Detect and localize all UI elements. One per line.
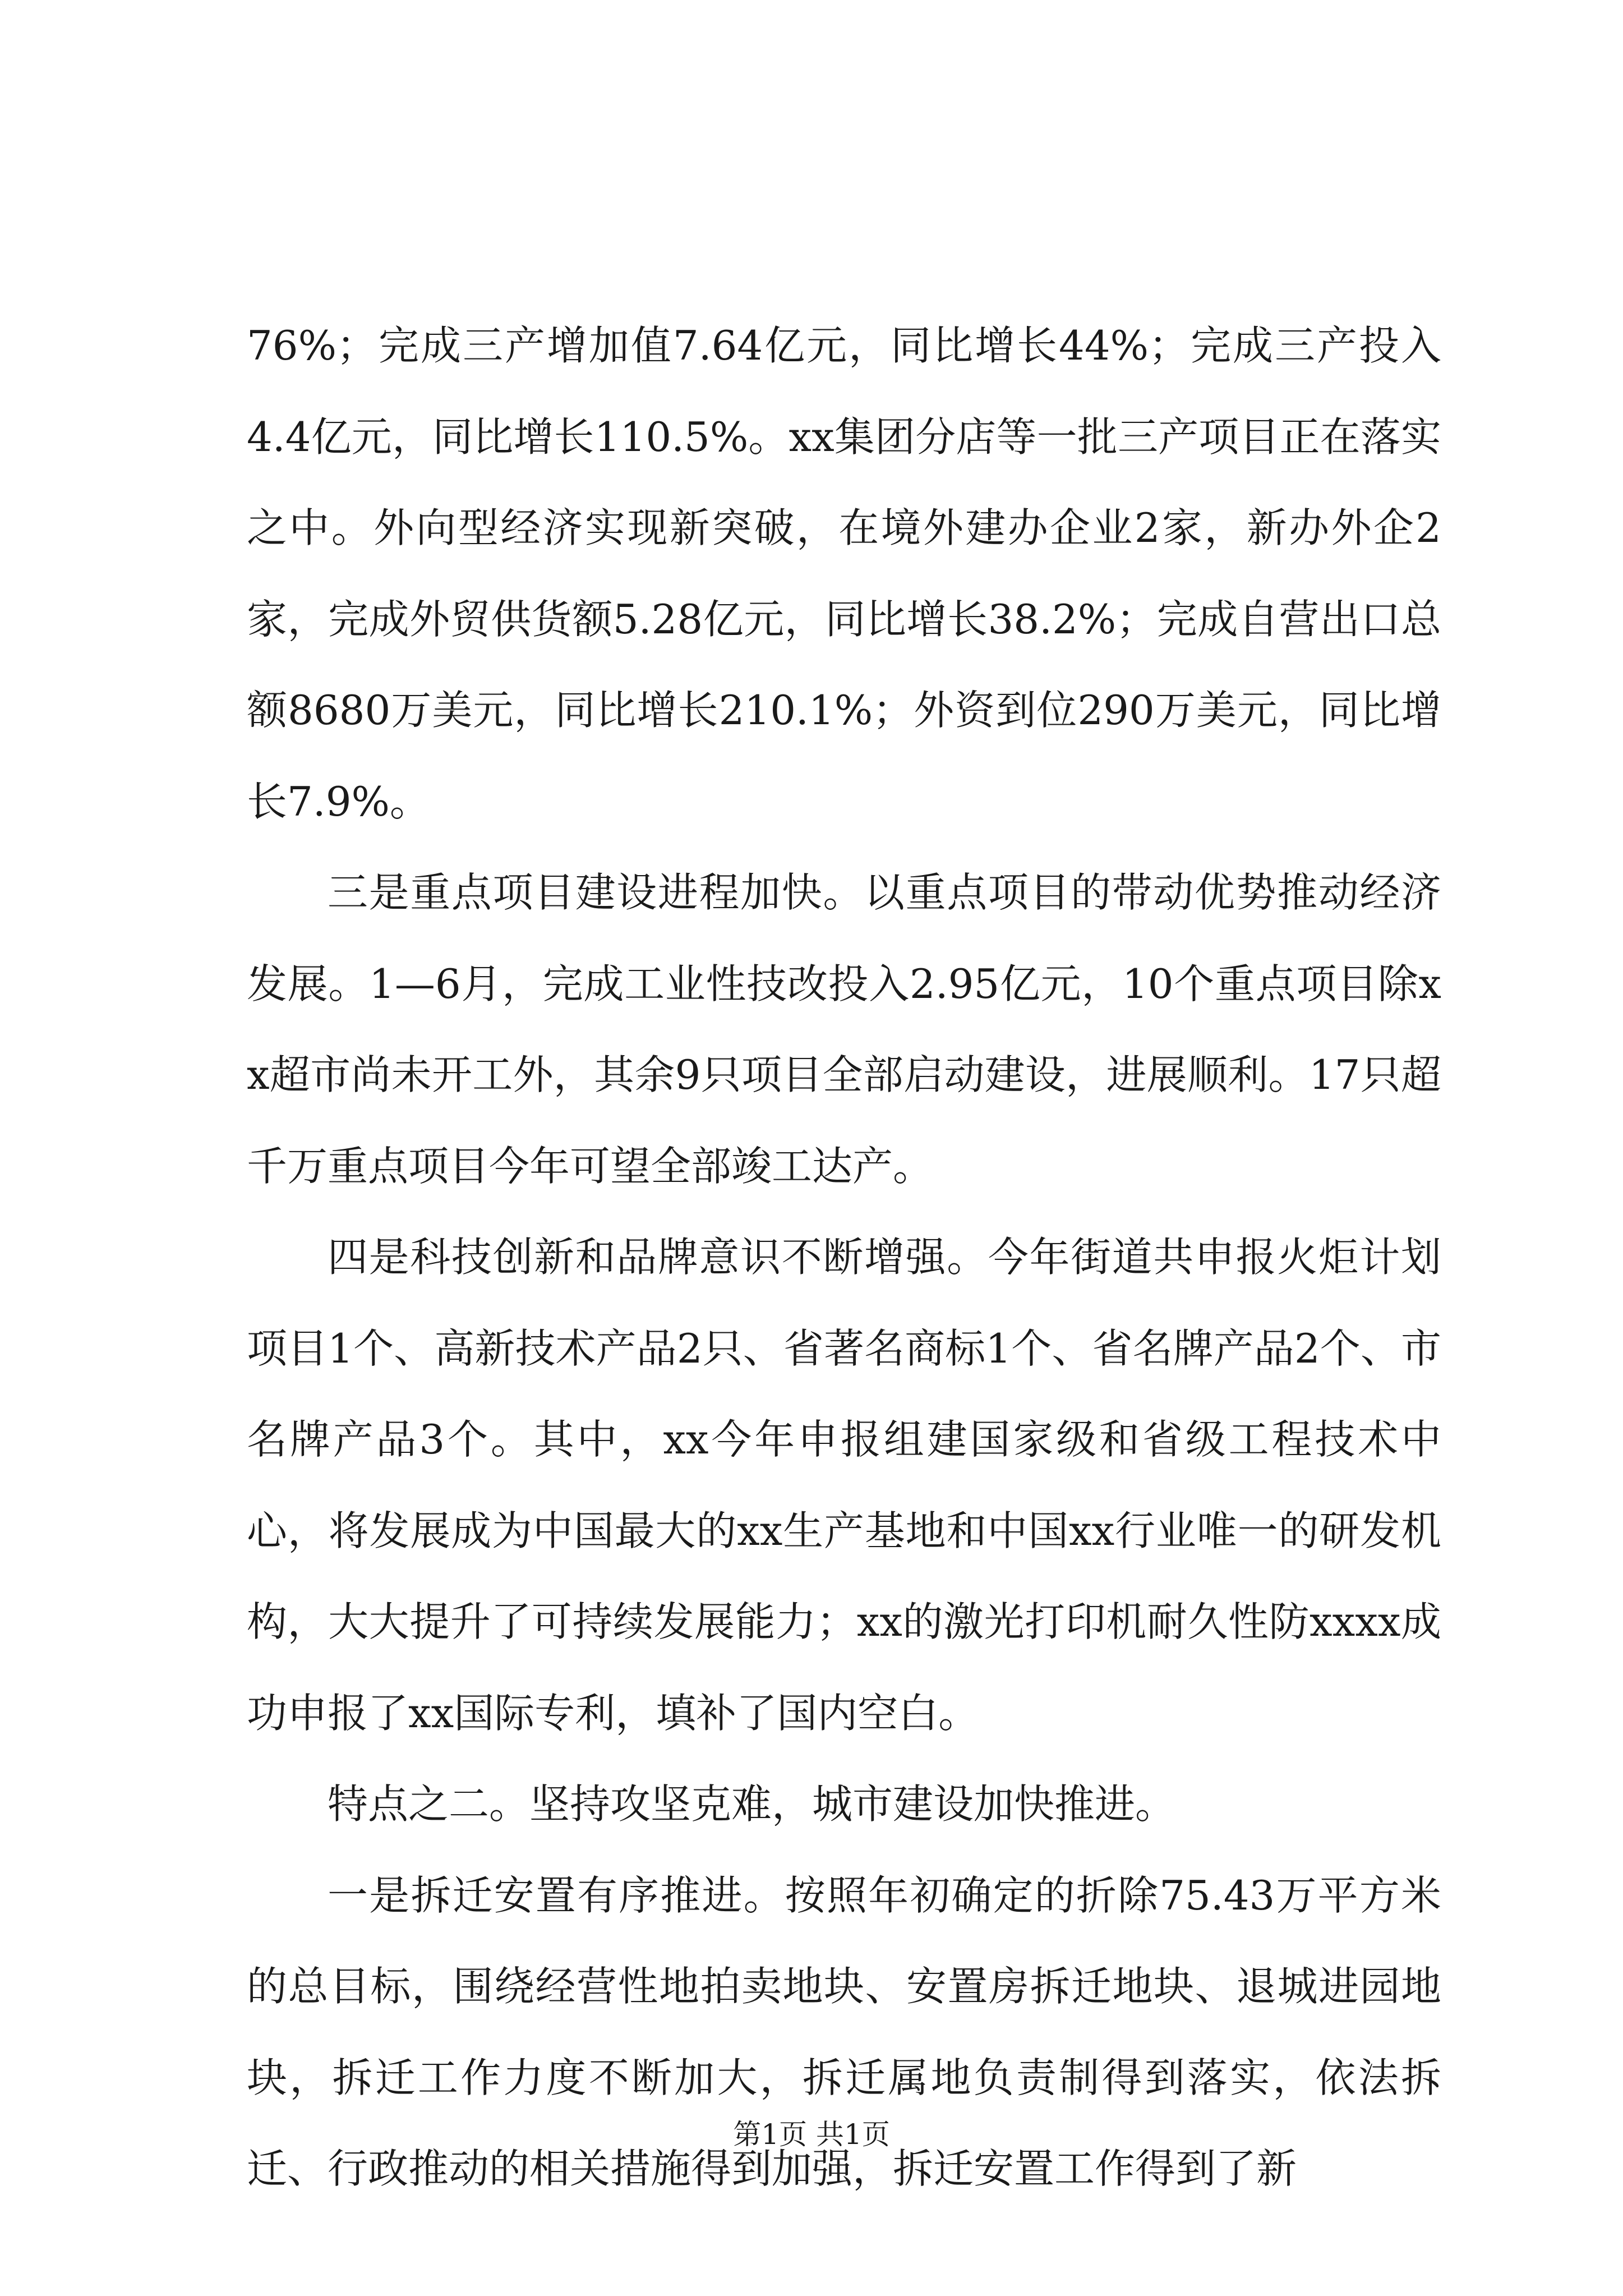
document-body (247, 300, 1441, 2215)
paragraph-2: 三是重点项目建设进程加快。以重点项目的带动优势推动经济发展。1—6月，完成工业性技改投入2.95亿元，10个重点项目除xx超市尚未开工外，其余9只项目全部启动建设，进展顺利。17只超千万重点项目今年可望全部竣工达产。 (247, 869, 1441, 1190)
paragraph-4: 特点之二。坚持攻坚克难，城市建设加快推进。 (328, 1780, 1176, 1828)
paragraph-5: 一是拆迁安置有序推进。按照年初确定的折除75.43万平方米的总目标，围绕经营性地拍卖地块、安置房拆迁地块、退城进园地块，拆迁工作力度不断加大，拆迁属地负责制得到落实，依法拆迁、行政推动的相关措施得到加强，拆迁安置工作得到了新 (247, 1871, 1441, 2192)
paragraph-1: 76%；完成三产增加值7.64亿元，同比增长44%；完成三产投入4.4亿元，同比增长110.5%。xx集团分店等一批三产项目正在落实之中。外向型经济实现新突破，在境外建办企业2家，新办外企2家，完成外贸供货额5.28亿元，同比增长38.2%；完成自营出口总额8680万美元，同比增长210.1%；外资到位290万美元，同比增长7.9%。 (247, 322, 1441, 825)
page-number-footer: 第1页 共1页 (733, 2118, 890, 2151)
paragraph-3: 四是科技创新和品牌意识不断增强。今年街道共申报火炬计划项目1个、高新技术产品2只、省著名商标1个、省名牌产品2个、市名牌产品3个。其中，xx今年申报组建国家级和省级工程技术中心，将发展成为中国最大的xx生产基地和中国xx行业唯一的研发机构，大大提升了可持续发展能力；xx的激光打印机耐久性防xxxx成功申报了xx国际专利，填补了国内空白。 (247, 1234, 1441, 1737)
